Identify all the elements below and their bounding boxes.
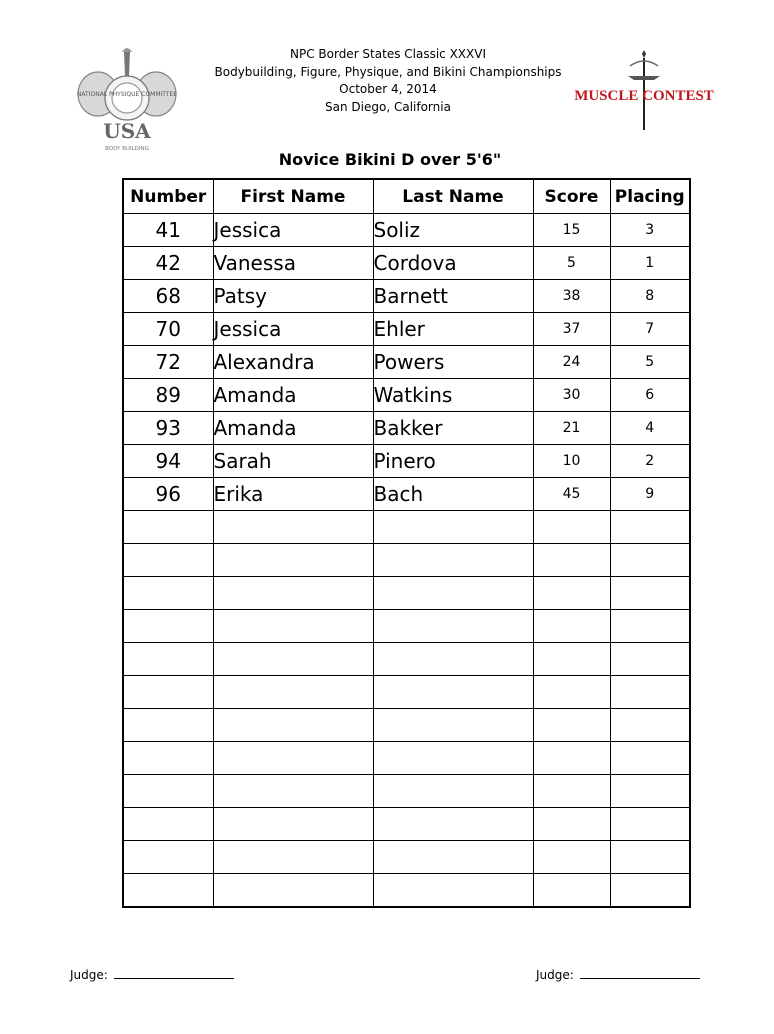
empty-cell	[213, 676, 373, 709]
event-date: October 4, 2014	[339, 82, 437, 96]
empty-cell	[123, 577, 213, 610]
empty-cell	[373, 775, 533, 808]
empty-row	[123, 742, 690, 775]
first-name-cell: Jessica	[213, 214, 373, 247]
col-number-header: Number	[123, 179, 213, 214]
table-row	[123, 445, 690, 478]
empty-cell	[533, 874, 610, 908]
muscle-contest-text: MUSCLE CONTEST	[574, 88, 714, 104]
empty-cell	[610, 643, 690, 676]
number-cell: 41	[123, 214, 213, 247]
logo-ring-text: NATIONAL PHYSIQUE COMMITTEE	[76, 91, 178, 98]
empty-cell	[213, 610, 373, 643]
empty-cell	[123, 643, 213, 676]
empty-cell	[373, 610, 533, 643]
empty-cell	[213, 544, 373, 577]
event-location: San Diego, California	[325, 99, 451, 114]
empty-cell	[610, 544, 690, 577]
score-cell: 37	[533, 313, 610, 346]
judge-label: Judge:	[70, 968, 108, 982]
empty-cell	[610, 742, 690, 775]
empty-cell	[533, 676, 610, 709]
empty-cell	[533, 577, 610, 610]
first-name-cell: Vanessa	[213, 247, 373, 280]
score-cell: 30	[533, 379, 610, 412]
last-name-cell: Ehler	[373, 313, 533, 346]
empty-row	[123, 808, 690, 841]
col-last-name-header: Last Name	[373, 179, 533, 214]
last-name-cell: Bakker	[373, 412, 533, 445]
empty-row	[123, 511, 690, 544]
empty-cell	[373, 544, 533, 577]
col-first-name-header: First Name	[213, 179, 373, 214]
npc-usa-logo	[72, 46, 182, 156]
empty-cell	[213, 742, 373, 775]
empty-cell	[123, 544, 213, 577]
empty-row	[123, 775, 690, 808]
signature-line	[580, 968, 700, 979]
empty-cell	[533, 709, 610, 742]
first-name-cell: Amanda	[213, 412, 373, 445]
score-cell: 38	[533, 280, 610, 313]
empty-cell	[213, 775, 373, 808]
score-cell: 5	[533, 247, 610, 280]
empty-cell	[123, 874, 213, 908]
col-score-header: Score	[533, 179, 610, 214]
empty-row	[123, 643, 690, 676]
empty-cell	[123, 808, 213, 841]
empty-cell	[533, 841, 610, 874]
table-row	[123, 313, 690, 346]
empty-row	[123, 874, 690, 908]
score-cell: 24	[533, 346, 610, 379]
empty-cell	[373, 676, 533, 709]
empty-cell	[123, 841, 213, 874]
table-row	[123, 247, 690, 280]
judge-signature-left	[70, 968, 234, 982]
placing-cell: 8	[610, 280, 690, 313]
first-name-cell: Amanda	[213, 379, 373, 412]
empty-cell	[213, 643, 373, 676]
empty-cell	[610, 676, 690, 709]
placing-cell: 2	[610, 445, 690, 478]
placing-cell: 6	[610, 379, 690, 412]
empty-cell	[123, 511, 213, 544]
col-placing-header: Placing	[610, 179, 690, 214]
table-row	[123, 412, 690, 445]
empty-cell	[373, 511, 533, 544]
first-name-cell: Sarah	[213, 445, 373, 478]
empty-cell	[610, 577, 690, 610]
table-row	[123, 214, 690, 247]
last-name-cell: Watkins	[373, 379, 533, 412]
empty-cell	[213, 841, 373, 874]
empty-cell	[533, 643, 610, 676]
table-row	[123, 478, 690, 511]
placing-cell: 5	[610, 346, 690, 379]
table-row	[123, 280, 690, 313]
last-name-cell: Pinero	[373, 445, 533, 478]
empty-cell	[213, 808, 373, 841]
number-cell: 42	[123, 247, 213, 280]
logo-usa-text: USA	[103, 119, 151, 143]
empty-cell	[373, 808, 533, 841]
empty-cell	[373, 742, 533, 775]
results-table	[122, 178, 691, 908]
table-row	[123, 379, 690, 412]
placing-cell: 4	[610, 412, 690, 445]
number-cell: 72	[123, 346, 213, 379]
empty-cell	[373, 577, 533, 610]
empty-cell	[213, 511, 373, 544]
last-name-cell: Soliz	[373, 214, 533, 247]
empty-cell	[123, 709, 213, 742]
event-name: NPC Border States Classic XXXVI	[289, 47, 486, 61]
score-cell: 45	[533, 478, 610, 511]
judge-signature-right	[536, 968, 700, 982]
placing-cell: 7	[610, 313, 690, 346]
empty-cell	[213, 577, 373, 610]
event-header	[188, 46, 588, 116]
empty-cell	[123, 610, 213, 643]
last-name-cell: Cordova	[373, 247, 533, 280]
number-cell: 70	[123, 313, 213, 346]
empty-cell	[373, 841, 533, 874]
number-cell: 68	[123, 280, 213, 313]
empty-cell	[213, 874, 373, 908]
placing-cell: 3	[610, 214, 690, 247]
empty-cell	[373, 709, 533, 742]
empty-cell	[610, 511, 690, 544]
event-subtitle: Bodybuilding, Figure, Physique, and Bikini Championships	[214, 64, 562, 79]
empty-cell	[533, 511, 610, 544]
first-name-cell: Erika	[213, 478, 373, 511]
logo-bodybuilding-text: BODY BUILDING	[105, 146, 149, 152]
judge-label: Judge:	[536, 968, 574, 982]
number-cell: 96	[123, 478, 213, 511]
empty-cell	[373, 643, 533, 676]
empty-cell	[610, 775, 690, 808]
placing-cell: 1	[610, 247, 690, 280]
empty-cell	[610, 610, 690, 643]
empty-cell	[123, 742, 213, 775]
number-cell: 89	[123, 379, 213, 412]
empty-row	[123, 544, 690, 577]
empty-cell	[533, 610, 610, 643]
muscle-contest-logo	[574, 48, 714, 134]
empty-cell	[373, 874, 533, 908]
empty-cell	[533, 742, 610, 775]
empty-row	[123, 610, 690, 643]
empty-cell	[123, 775, 213, 808]
empty-cell	[610, 709, 690, 742]
first-name-cell: Jessica	[213, 313, 373, 346]
empty-cell	[533, 775, 610, 808]
signature-line	[114, 968, 234, 979]
score-cell: 15	[533, 214, 610, 247]
last-name-cell: Bach	[373, 478, 533, 511]
category-title: Novice Bikini D over 5'6"	[278, 150, 502, 169]
last-name-cell: Powers	[373, 346, 533, 379]
empty-cell	[610, 808, 690, 841]
empty-row	[123, 676, 690, 709]
empty-cell	[123, 676, 213, 709]
number-cell: 93	[123, 412, 213, 445]
empty-cell	[533, 808, 610, 841]
placing-cell: 9	[610, 478, 690, 511]
first-name-cell: Patsy	[213, 280, 373, 313]
empty-cell	[213, 709, 373, 742]
table-row	[123, 346, 690, 379]
empty-row	[123, 577, 690, 610]
empty-cell	[610, 874, 690, 908]
score-cell: 21	[533, 412, 610, 445]
first-name-cell: Alexandra	[213, 346, 373, 379]
empty-row	[123, 709, 690, 742]
header-row	[123, 179, 690, 214]
empty-cell	[533, 544, 610, 577]
empty-row	[123, 841, 690, 874]
score-cell: 10	[533, 445, 610, 478]
number-cell: 94	[123, 445, 213, 478]
empty-cell	[610, 841, 690, 874]
last-name-cell: Barnett	[373, 280, 533, 313]
